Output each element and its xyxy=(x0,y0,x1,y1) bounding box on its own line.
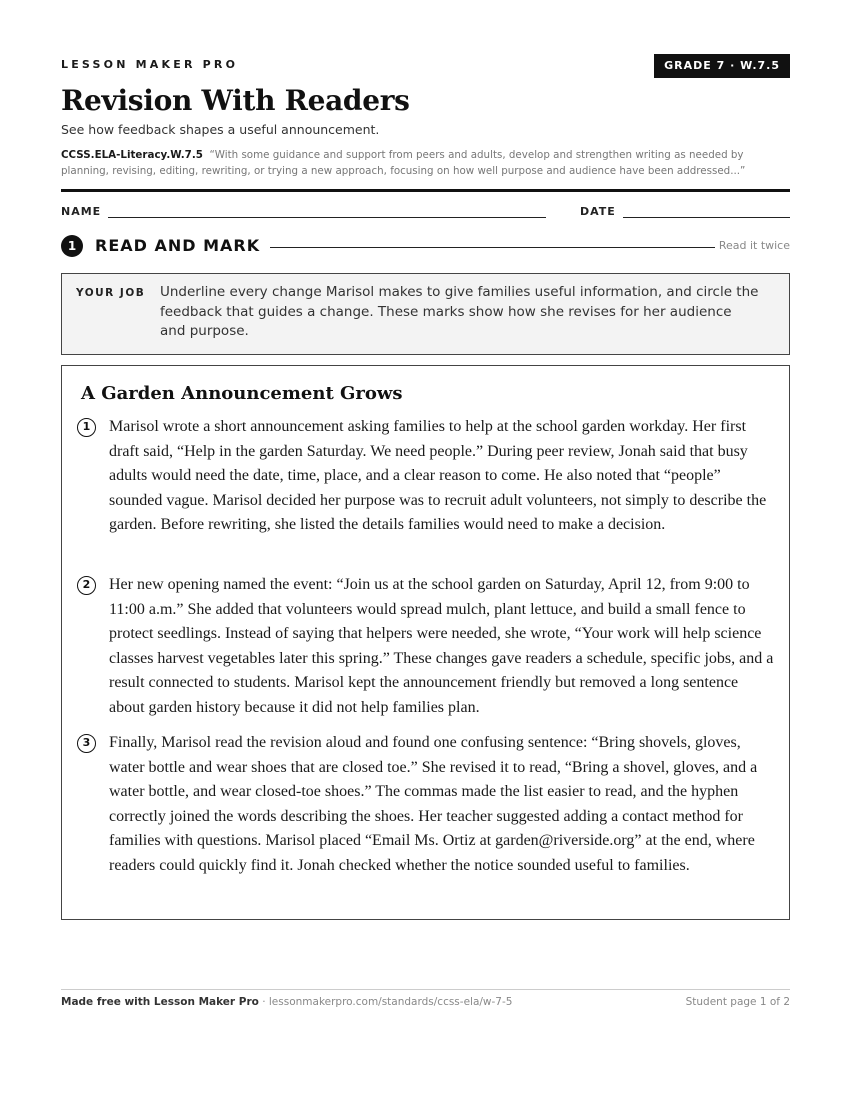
passage-title: A Garden Announcement Grows xyxy=(81,383,403,404)
footer-divider xyxy=(61,989,790,990)
standard-text: “With some guidance and support from peers and adults, develop and strengthen writing as needed by planning, revising, editing, rewriting, or trying a new approach, focusing on how well purpose and audience have been addressed...” xyxy=(61,149,746,177)
passage-paragraph-3: Finally, Marisol read the revision aloud and found one confusing sentence: “Bring shovels, gloves, water bottle and wear shoes that are closed toe.” She revised it to read, “Bring a shovel, gloves, and a water bottle, and wear closed-toe shoes.” The commas made the list easier to read, and the hyphen correctly joined the words describing the shoes. Her teacher suggested adding a contact method for families with questions. Marisol placed “Email Ms. Ortiz at garden@riverside.org” at the end, where readers could quickly find it. Jonah checked whether the notice sounded useful to families. xyxy=(109,734,758,874)
paragraph-number-badge: 1 xyxy=(77,418,96,437)
section-header xyxy=(61,235,790,257)
worksheet-page xyxy=(61,0,790,1100)
page-footer xyxy=(61,996,790,1008)
footer-url[interactable]: · lessonmakerpro.com/standards/ccss-ela/w-7-5 xyxy=(262,996,513,1008)
grade-badge: GRADE 7 · W.7.5 xyxy=(654,54,790,78)
date-line[interactable] xyxy=(623,217,790,218)
standard-block xyxy=(61,147,790,179)
name-date-row xyxy=(61,205,790,221)
brand-name: LESSON MAKER PRO xyxy=(61,58,239,71)
header-divider xyxy=(61,189,790,192)
your-job-text: Underline every change Marisol makes to give families useful information, and circle the feedback that guides a change. These marks show how she revises for her audience and purpose. xyxy=(160,284,759,339)
section-rule xyxy=(270,247,715,248)
section-title: READ AND MARK xyxy=(95,236,261,255)
footer-made-with: Made free with Lesson Maker Pro xyxy=(61,996,259,1008)
section-number-badge: 1 xyxy=(61,235,83,257)
date-label: DATE xyxy=(580,205,616,218)
name-line[interactable] xyxy=(108,217,546,218)
your-job-label: YOUR JOB xyxy=(76,287,146,299)
standard-code: CCSS.ELA-Literacy.W.7.5 xyxy=(61,149,203,161)
name-label: NAME xyxy=(61,205,102,218)
reading-passage xyxy=(61,365,790,920)
passage-paragraph-2: Her new opening named the event: “Join us at the school garden on Saturday, April 12, from 9:00 to 11:00 a.m.” She added that volunteers would spread mulch, plant lettuce, and build a small fence to protect seedlings. Instead of saying that helpers were needed, she wrote, “Your work will help science classes harvest vegetables later this spring.” These changes gave readers a schedule, specific jobs, and a result connected to students. Marisol kept the announcement friendly but removed a long sentence about garden history because it did not help families plan. xyxy=(109,576,774,716)
top-bar xyxy=(61,54,790,78)
page-title: Revision With Readers xyxy=(61,84,410,117)
footer-page-number: Student page 1 of 2 xyxy=(685,996,790,1008)
your-job-box xyxy=(61,273,790,355)
paragraph-number-badge: 2 xyxy=(77,576,96,595)
page-subtitle: See how feedback shapes a useful announcement. xyxy=(61,122,380,137)
section-note: Read it twice xyxy=(718,239,790,252)
paragraph-number-badge: 3 xyxy=(77,734,96,753)
passage-paragraph-1: Marisol wrote a short announcement asking families to help at the school garden workday. Her first draft said, “Help in the garden Saturday. We need people.” During peer review, Jonah said that busy adults would need the date, time, place, and a clear reason to come. He also noted that “people” sounded vague. Marisol decided her purpose was to recruit adult volunteers, not simply to describe the garden. Before rewriting, she listed the details families would need to make a decision. xyxy=(109,418,767,534)
